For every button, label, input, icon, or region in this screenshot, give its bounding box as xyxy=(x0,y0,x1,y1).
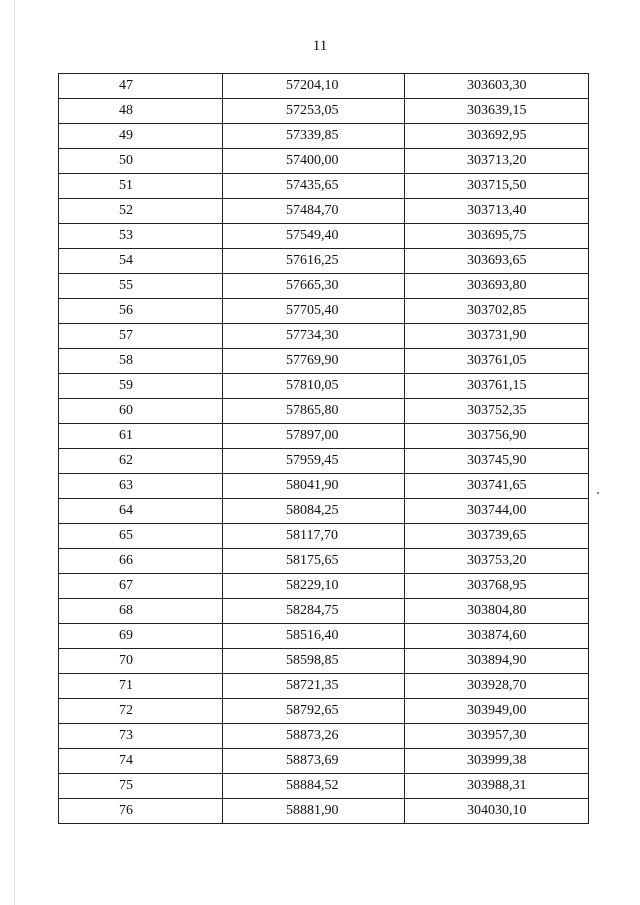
point-number-cell: 68 xyxy=(59,599,223,624)
table-row xyxy=(59,149,589,174)
y-coordinate-cell: 303999,38 xyxy=(405,749,589,774)
point-number-cell: 50 xyxy=(59,149,223,174)
point-number-cell: 58 xyxy=(59,349,223,374)
scan-margin-line xyxy=(14,0,15,905)
x-coordinate-cell: 58873,26 xyxy=(223,724,405,749)
y-coordinate-cell: 303756,90 xyxy=(405,424,589,449)
point-number-cell: 47 xyxy=(59,74,223,99)
y-coordinate-cell: 303713,40 xyxy=(405,199,589,224)
y-coordinate-cell: 303928,70 xyxy=(405,674,589,699)
x-coordinate-cell: 58516,40 xyxy=(223,624,405,649)
point-number-cell: 75 xyxy=(59,774,223,799)
x-coordinate-cell: 57484,70 xyxy=(223,199,405,224)
x-coordinate-cell: 57897,00 xyxy=(223,424,405,449)
table-row xyxy=(59,649,589,674)
y-coordinate-cell: 303761,05 xyxy=(405,349,589,374)
y-coordinate-cell: 303692,95 xyxy=(405,124,589,149)
point-number-cell: 60 xyxy=(59,399,223,424)
x-coordinate-cell: 58117,70 xyxy=(223,524,405,549)
scan-speck xyxy=(597,492,599,494)
x-coordinate-cell: 57204,10 xyxy=(223,74,405,99)
x-coordinate-cell: 57549,40 xyxy=(223,224,405,249)
y-coordinate-cell: 303693,65 xyxy=(405,249,589,274)
table-row xyxy=(59,449,589,474)
table-row xyxy=(59,799,589,824)
y-coordinate-cell: 303603,30 xyxy=(405,74,589,99)
point-number-cell: 74 xyxy=(59,749,223,774)
x-coordinate-cell: 57865,80 xyxy=(223,399,405,424)
table-row xyxy=(59,624,589,649)
y-coordinate-cell: 303949,00 xyxy=(405,699,589,724)
x-coordinate-cell: 57665,30 xyxy=(223,274,405,299)
y-coordinate-cell: 303752,35 xyxy=(405,399,589,424)
y-coordinate-cell: 303702,85 xyxy=(405,299,589,324)
table-row xyxy=(59,774,589,799)
y-coordinate-cell: 303744,00 xyxy=(405,499,589,524)
point-number-cell: 53 xyxy=(59,224,223,249)
point-number-cell: 55 xyxy=(59,274,223,299)
table-row xyxy=(59,74,589,99)
point-number-cell: 65 xyxy=(59,524,223,549)
point-number-cell: 67 xyxy=(59,574,223,599)
y-coordinate-cell: 303761,15 xyxy=(405,374,589,399)
table-row xyxy=(59,549,589,574)
y-coordinate-cell: 303957,30 xyxy=(405,724,589,749)
table-row xyxy=(59,724,589,749)
y-coordinate-cell: 303731,90 xyxy=(405,324,589,349)
point-number-cell: 54 xyxy=(59,249,223,274)
table-row xyxy=(59,274,589,299)
x-coordinate-cell: 58721,35 xyxy=(223,674,405,699)
table-row xyxy=(59,199,589,224)
point-number-cell: 56 xyxy=(59,299,223,324)
point-number-cell: 52 xyxy=(59,199,223,224)
x-coordinate-cell: 58881,90 xyxy=(223,799,405,824)
point-number-cell: 61 xyxy=(59,424,223,449)
x-coordinate-cell: 58229,10 xyxy=(223,574,405,599)
x-coordinate-cell: 58084,25 xyxy=(223,499,405,524)
x-coordinate-cell: 58873,69 xyxy=(223,749,405,774)
x-coordinate-cell: 57339,85 xyxy=(223,124,405,149)
table-row xyxy=(59,349,589,374)
x-coordinate-cell: 57253,05 xyxy=(223,99,405,124)
x-coordinate-cell: 58041,90 xyxy=(223,474,405,499)
y-coordinate-cell: 303894,90 xyxy=(405,649,589,674)
table-row xyxy=(59,599,589,624)
x-coordinate-cell: 58598,85 xyxy=(223,649,405,674)
point-number-cell: 72 xyxy=(59,699,223,724)
table-row xyxy=(59,174,589,199)
table-row xyxy=(59,574,589,599)
point-number-cell: 62 xyxy=(59,449,223,474)
point-number-cell: 66 xyxy=(59,549,223,574)
table-row xyxy=(59,674,589,699)
y-coordinate-cell: 303988,31 xyxy=(405,774,589,799)
table-row xyxy=(59,124,589,149)
table-row xyxy=(59,749,589,774)
y-coordinate-cell: 303874,60 xyxy=(405,624,589,649)
point-number-cell: 59 xyxy=(59,374,223,399)
x-coordinate-cell: 57435,65 xyxy=(223,174,405,199)
point-number-cell: 69 xyxy=(59,624,223,649)
y-coordinate-cell: 303739,65 xyxy=(405,524,589,549)
point-number-cell: 63 xyxy=(59,474,223,499)
x-coordinate-cell: 57810,05 xyxy=(223,374,405,399)
y-coordinate-cell: 303745,90 xyxy=(405,449,589,474)
y-coordinate-cell: 303741,65 xyxy=(405,474,589,499)
point-number-cell: 64 xyxy=(59,499,223,524)
y-coordinate-cell: 304030,10 xyxy=(405,799,589,824)
table-row xyxy=(59,249,589,274)
point-number-cell: 51 xyxy=(59,174,223,199)
x-coordinate-cell: 58884,52 xyxy=(223,774,405,799)
table-row xyxy=(59,324,589,349)
table-row xyxy=(59,99,589,124)
point-number-cell: 71 xyxy=(59,674,223,699)
y-coordinate-cell: 303693,80 xyxy=(405,274,589,299)
x-coordinate-cell: 57959,45 xyxy=(223,449,405,474)
table-row xyxy=(59,224,589,249)
page-number: 11 xyxy=(312,38,328,54)
x-coordinate-cell: 57734,30 xyxy=(223,324,405,349)
coordinates-table xyxy=(58,73,589,824)
y-coordinate-cell: 303768,95 xyxy=(405,574,589,599)
y-coordinate-cell: 303713,20 xyxy=(405,149,589,174)
table-row xyxy=(59,424,589,449)
y-coordinate-cell: 303695,75 xyxy=(405,224,589,249)
point-number-cell: 49 xyxy=(59,124,223,149)
table-row xyxy=(59,524,589,549)
table-row xyxy=(59,374,589,399)
table-row xyxy=(59,499,589,524)
x-coordinate-cell: 57616,25 xyxy=(223,249,405,274)
point-number-cell: 73 xyxy=(59,724,223,749)
y-coordinate-cell: 303639,15 xyxy=(405,99,589,124)
x-coordinate-cell: 58284,75 xyxy=(223,599,405,624)
x-coordinate-cell: 57705,40 xyxy=(223,299,405,324)
table-row xyxy=(59,299,589,324)
point-number-cell: 76 xyxy=(59,799,223,824)
x-coordinate-cell: 57400,00 xyxy=(223,149,405,174)
point-number-cell: 70 xyxy=(59,649,223,674)
table-row xyxy=(59,399,589,424)
y-coordinate-cell: 303804,80 xyxy=(405,599,589,624)
x-coordinate-cell: 58792,65 xyxy=(223,699,405,724)
point-number-cell: 57 xyxy=(59,324,223,349)
x-coordinate-cell: 58175,65 xyxy=(223,549,405,574)
table-row xyxy=(59,474,589,499)
y-coordinate-cell: 303715,50 xyxy=(405,174,589,199)
table-row xyxy=(59,699,589,724)
x-coordinate-cell: 57769,90 xyxy=(223,349,405,374)
point-number-cell: 48 xyxy=(59,99,223,124)
y-coordinate-cell: 303753,20 xyxy=(405,549,589,574)
coordinates-table-body xyxy=(59,74,589,824)
